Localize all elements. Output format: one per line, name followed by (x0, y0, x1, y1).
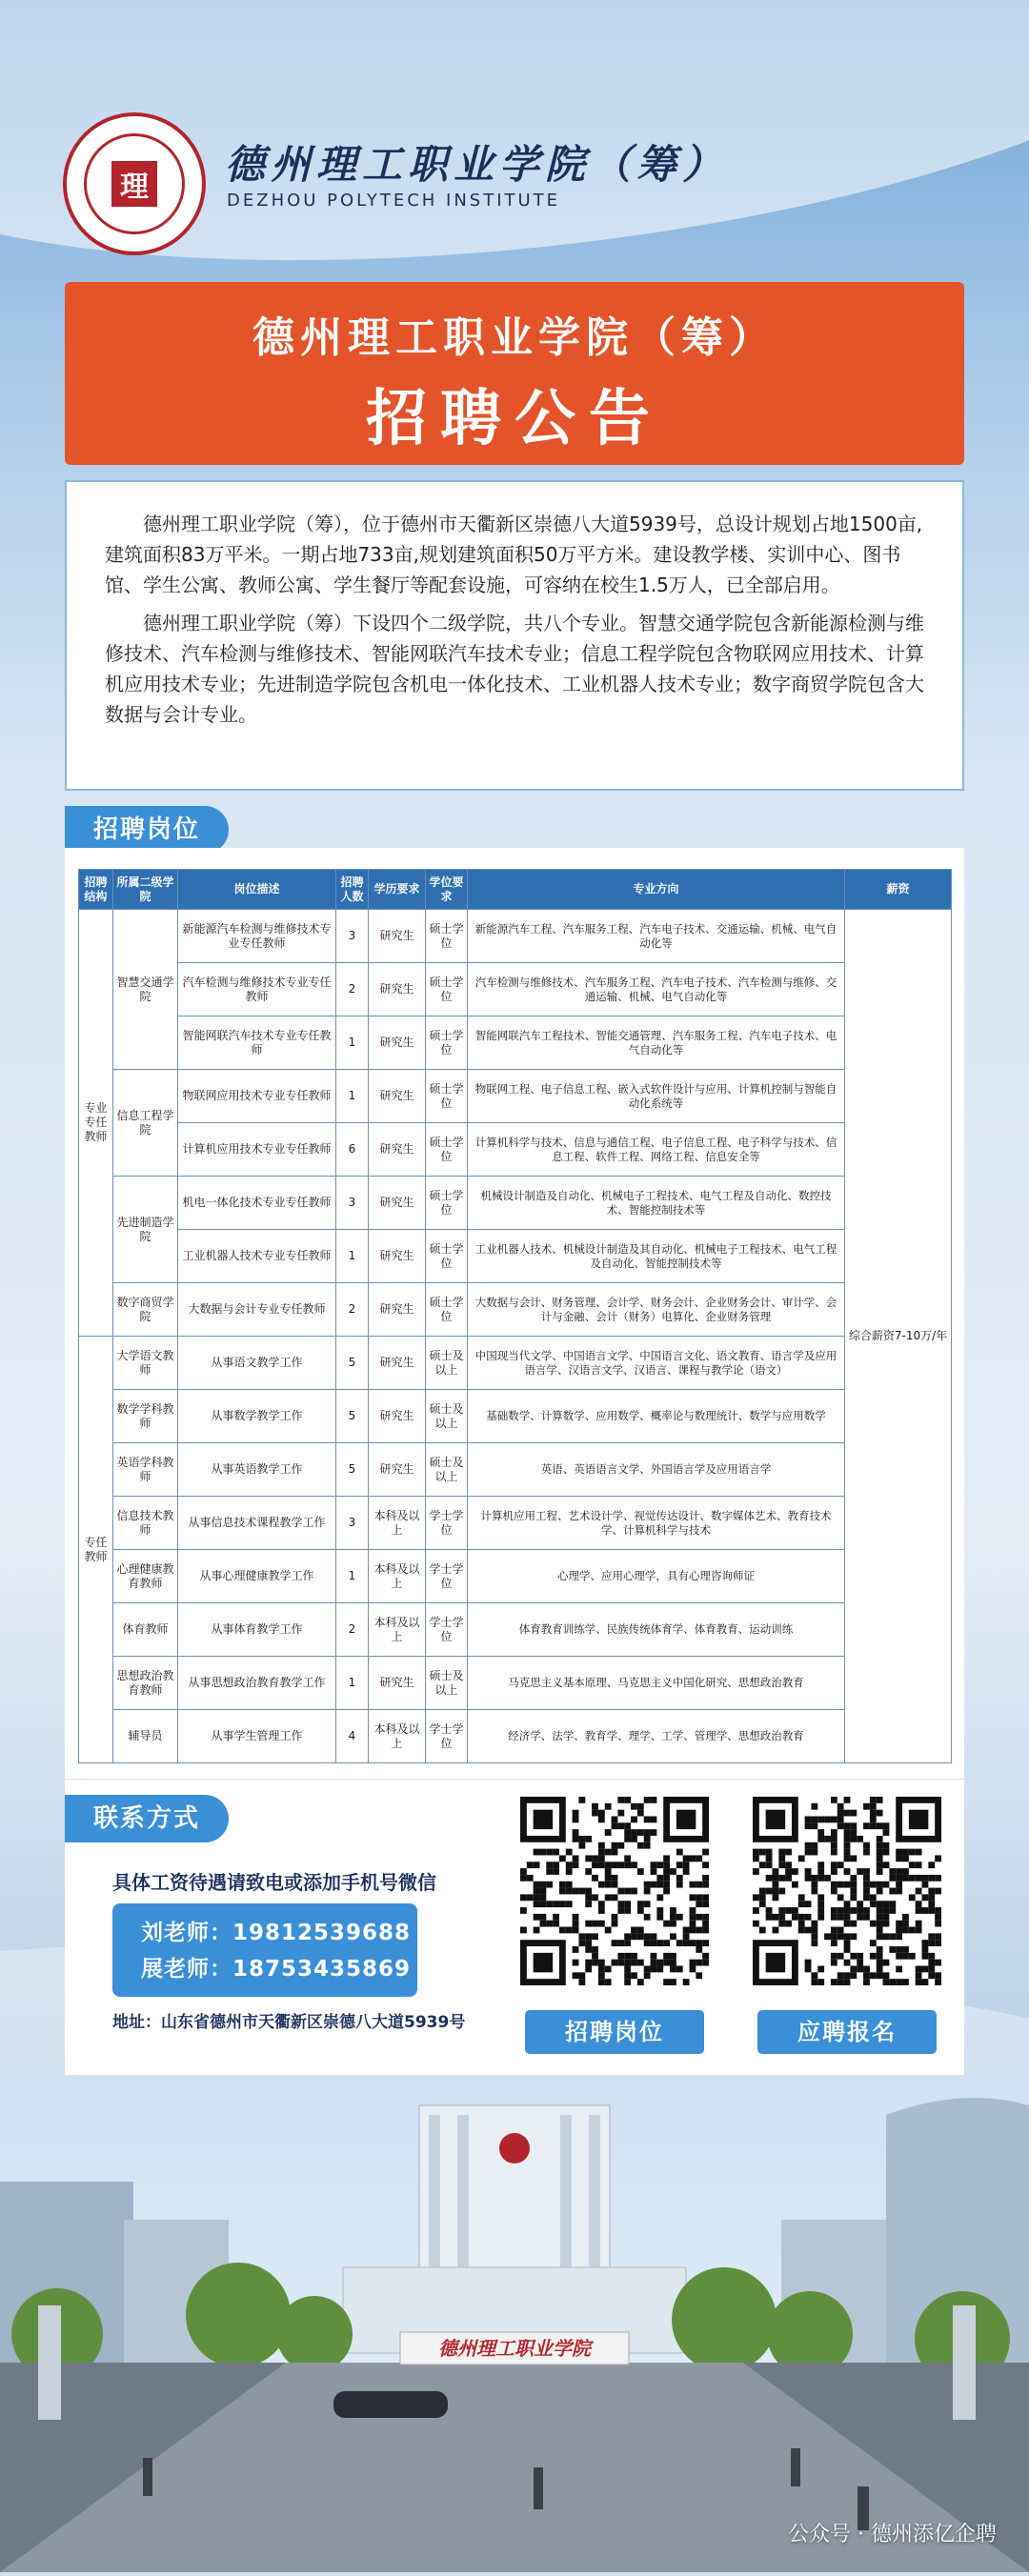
contact-teacher-liu[interactable]: 刘老师：19812539688 (141, 1921, 412, 1945)
column-header: 薪资 (845, 870, 952, 910)
major-cell: 体育教育训练学、民族传统体育学、体育教育、运动训练 (468, 1603, 845, 1657)
degree-cell: 学士学位 (426, 1603, 468, 1657)
contact-phone-box (112, 1903, 417, 1997)
desc-cell: 智能网联汽车技术专业专任教师 (178, 1016, 336, 1070)
num-cell: 2 (336, 963, 369, 1016)
major-cell: 智能网联汽车工程技术、智能交通管理、汽车服务工程、汽车电子技术、电气自动化等 (468, 1016, 845, 1070)
num-cell: 2 (336, 1283, 369, 1337)
num-cell: 5 (336, 1390, 369, 1443)
num-cell: 1 (336, 1657, 369, 1710)
banner-subtitle: 招聘公告 (366, 383, 663, 454)
table-row (79, 1550, 952, 1603)
degree-cell: 硕士及以上 (426, 1443, 468, 1497)
edu-cell: 研究生 (369, 1016, 426, 1070)
degree-cell: 硕士学位 (426, 1123, 468, 1177)
num-cell: 5 (336, 1443, 369, 1497)
salary-cell: 综合薪资7-10万/年 (845, 910, 952, 1763)
desc-cell: 从事语文教学工作 (178, 1337, 336, 1390)
apply-qr-button[interactable]: 应聘报名 (757, 2010, 937, 2054)
major-cell: 经济学、法学、教育学、理学、工学、管理学、思想政治教育 (468, 1710, 845, 1763)
edu-cell: 研究生 (369, 1657, 426, 1710)
major-cell: 汽车检测与维修技术、汽车服务工程、汽车电子技术、汽车检测与维修、交通运输、机械、电气自动化等 (468, 963, 845, 1016)
degree-cell: 学士学位 (426, 1497, 468, 1550)
major-cell: 中国现当代文学、中国语言文学、中国语言文化、语文教育、语言学及应用语言学、汉语言文学、汉语言、课程与教学论（语文） (468, 1337, 845, 1390)
major-cell: 机械设计制造及自动化、机械电子工程技术、电气工程及自动化、数控技术、智能控制技术等 (468, 1177, 845, 1230)
num-cell: 5 (336, 1337, 369, 1390)
dept-cell: 大学语文教师 (113, 1337, 178, 1390)
major-cell: 计算机科学与技术、信息与通信工程、电子信息工程、电子科学与技术、信息工程、软件工程、网络工程、信息安全等 (468, 1123, 845, 1177)
edu-cell: 研究生 (369, 1123, 426, 1177)
desc-cell: 从事思想政治教育教学工作 (178, 1657, 336, 1710)
title-banner (65, 282, 964, 465)
degree-cell: 硕士学位 (426, 1016, 468, 1070)
major-cell: 英语、英语语言文学、外国语言学及应用语言学 (468, 1443, 845, 1497)
desc-cell: 从事学生管理工作 (178, 1710, 336, 1763)
table-row (79, 1443, 952, 1497)
num-cell: 3 (336, 910, 369, 963)
num-cell: 3 (336, 1177, 369, 1230)
num-cell: 1 (336, 1070, 369, 1123)
desc-cell: 从事信息技术课程教学工作 (178, 1497, 336, 1550)
edu-cell: 本科及以上 (369, 1497, 426, 1550)
dept-cell: 数字商贸学院 (113, 1283, 178, 1337)
table-row (79, 1497, 952, 1550)
degree-cell: 学士学位 (426, 1710, 468, 1763)
degree-cell: 硕士学位 (426, 1283, 468, 1337)
degree-cell: 硕士学位 (426, 963, 468, 1016)
intro-paragraph: 德州理工职业学院（筹）下设四个二级学院，共八个专业。智慧交通学院包含新能源检测与维修技术、汽车检测与维修技术、智能网联汽车技术专业；信息工程学院包含物联网应用技术、计算机应用技术专业；先进制造学院包含机电一体化技术、工业机器人技术专业；数字商贸学院包含大数据与会计专业。 (105, 612, 924, 726)
positions-table (78, 869, 952, 1763)
major-cell: 马克思主义基本原理、马克思主义中国化研究、思想政治教育 (468, 1657, 845, 1710)
desc-cell: 从事心理健康教学工作 (178, 1550, 336, 1603)
table-header-row (79, 870, 952, 910)
contact-section-title: 联系方式 (65, 1795, 229, 1842)
degree-cell: 硕士及以上 (426, 1390, 468, 1443)
table-row (79, 1390, 952, 1443)
logo-ring (84, 133, 185, 234)
edu-cell: 本科及以上 (369, 1550, 426, 1603)
logo-seal: 理 (111, 161, 157, 207)
campus-scene-svg (0, 2077, 1029, 2572)
column-header: 专业方向 (468, 870, 845, 910)
major-cell: 基础数学、计算数学、应用数学、概率论与数理统计、数学与应用数学 (468, 1390, 845, 1443)
dept-cell: 辅导员 (113, 1710, 178, 1763)
contact-teacher-zhan[interactable]: 展老师：18753435869 (141, 1957, 412, 1982)
positions-section-title: 招聘岗位 (65, 806, 229, 854)
edu-cell: 研究生 (369, 910, 426, 963)
column-header: 学历要求 (369, 870, 426, 910)
dept-cell: 智慧交通学院 (113, 910, 178, 1070)
table-row (79, 1070, 952, 1123)
num-cell: 6 (336, 1123, 369, 1177)
gate-sign-text: 德州理工职业学院 (438, 2337, 591, 2360)
major-cell: 心理学、应用心理学，具有心理咨询师证 (468, 1550, 845, 1603)
qr-code-icon (753, 1797, 941, 1985)
desc-cell: 大数据与会计专业专任教师 (178, 1283, 336, 1337)
group-cell: 专任教师 (79, 1337, 113, 1763)
dept-cell: 信息工程学院 (113, 1070, 178, 1177)
dept-cell: 体育教师 (113, 1603, 178, 1657)
desc-cell: 从事数学教学工作 (178, 1390, 336, 1443)
car (333, 2391, 448, 2418)
num-cell: 3 (336, 1497, 369, 1550)
column-header: 学位要求 (426, 870, 468, 910)
column-header: 所属二级学院 (113, 870, 178, 910)
edu-cell: 本科及以上 (369, 1710, 426, 1763)
dept-cell: 数学学科教师 (113, 1390, 178, 1443)
dept-cell: 信息技术教师 (113, 1497, 178, 1550)
desc-cell: 工业机器人技术专业专任教师 (178, 1230, 336, 1283)
school-logo (63, 112, 206, 255)
major-cell: 工业机器人技术、机械设计制造及其自动化、机械电子工程技术、电气工程及自动化、智能控制技术等 (468, 1230, 845, 1283)
num-cell: 1 (336, 1230, 369, 1283)
degree-cell: 硕士学位 (426, 1177, 468, 1230)
qr-code-icon (520, 1797, 709, 1985)
edu-cell: 研究生 (369, 1283, 426, 1337)
school-name-en: DEZHOU POLYTECH INSTITUTE (227, 191, 561, 211)
table-row (79, 1230, 952, 1283)
table-row (79, 1283, 952, 1337)
degree-cell: 硕士学位 (426, 910, 468, 963)
table-row (79, 1123, 952, 1177)
column-header: 岗位描述 (178, 870, 336, 910)
num-cell: 2 (336, 1603, 369, 1657)
desc-cell: 新能源汽车检测与维修技术专业专任教师 (178, 910, 336, 963)
degree-cell: 硕士及以上 (426, 1657, 468, 1710)
positions-panel (65, 848, 964, 1779)
num-cell: 1 (336, 1016, 369, 1070)
edu-cell: 研究生 (369, 963, 426, 1016)
edu-cell: 本科及以上 (369, 1603, 426, 1657)
table-row (79, 1657, 952, 1710)
table-row (79, 1337, 952, 1390)
major-cell: 计算机应用工程、艺术设计学、视觉传达设计、数字媒体艺术、教育技术学、计算机科学与技术 (468, 1497, 845, 1550)
desc-cell: 汽车检测与维修技术专业专任教师 (178, 963, 336, 1016)
contact-address: 地址：山东省德州市天衢新区崇德八大道5939号 (112, 2013, 466, 2032)
major-cell: 大数据与会计、财务管理、会计学、财务会计、企业财务会计、审计学、会计与金融、会计（财务）电算化、企业财务管理 (468, 1283, 845, 1337)
intro-paragraph: 德州理工职业学院（筹），位于德州市天衢新区崇德八大道5939号，总设计规划占地1500亩,建筑面积83万平米。一期占地733亩,规划建筑面积50万平方米。建设教学楼、实训中心、图书馆、学生公寓、教师公寓、学生餐厅等配套设施，可容纳在校生1.5万人，已全部启用。 (105, 513, 923, 596)
table-row (79, 910, 952, 963)
dept-cell: 先进制造学院 (113, 1177, 178, 1283)
wechat-watermark: 公众号 · 德州添亿企聘 (788, 2523, 997, 2546)
major-cell: 新能源汽车工程、汽车服务工程、汽车电子技术、交通运输、机械、电气自动化等 (468, 910, 845, 963)
table-row (79, 963, 952, 1016)
degree-cell: 学士学位 (426, 1550, 468, 1603)
desc-cell: 机电一体化技术专业专任教师 (178, 1177, 336, 1230)
positions-qr-button[interactable]: 招聘岗位 (525, 2010, 704, 2054)
desc-cell: 从事英语教学工作 (178, 1443, 336, 1497)
edu-cell: 研究生 (369, 1337, 426, 1390)
intro-box (65, 480, 964, 791)
qr-code-positions[interactable] (516, 1793, 713, 1989)
edu-cell: 研究生 (369, 1177, 426, 1230)
major-cell: 物联网工程、电子信息工程、嵌入式软件设计与应用、计算机控制与智能自动化系统等 (468, 1070, 845, 1123)
building-emblem (499, 2133, 530, 2163)
qr-code-apply[interactable] (749, 1793, 945, 1989)
edu-cell: 研究生 (369, 1443, 426, 1497)
school-name-cn: 德州理工职业学院（筹） (225, 141, 729, 188)
degree-cell: 硕士及以上 (426, 1337, 468, 1390)
contact-note: 具体工资待遇请致电或添加手机号微信 (112, 1871, 436, 1894)
banner-title: 德州理工职业学院（筹） (252, 313, 777, 362)
column-header: 招聘人数 (336, 870, 369, 910)
campus-illustration (0, 2077, 1029, 2572)
table-row (79, 1603, 952, 1657)
table-row (79, 1177, 952, 1230)
table-row (79, 1016, 952, 1070)
num-cell: 1 (336, 1550, 369, 1603)
desc-cell: 从事体育教学工作 (178, 1603, 336, 1657)
edu-cell: 研究生 (369, 1070, 426, 1123)
desc-cell: 物联网应用技术专业专任教师 (178, 1070, 336, 1123)
column-header: 招聘结构 (79, 870, 113, 910)
num-cell: 4 (336, 1710, 369, 1763)
degree-cell: 硕士学位 (426, 1070, 468, 1123)
table-row (79, 1710, 952, 1763)
degree-cell: 硕士学位 (426, 1230, 468, 1283)
desc-cell: 计算机应用技术专业专任教师 (178, 1123, 336, 1177)
dept-cell: 思想政治教育教师 (113, 1657, 178, 1710)
dept-cell: 心理健康教育教师 (113, 1550, 178, 1603)
edu-cell: 研究生 (369, 1230, 426, 1283)
group-cell: 专业专任教师 (79, 910, 113, 1337)
dept-cell: 英语学科教师 (113, 1443, 178, 1497)
edu-cell: 研究生 (369, 1390, 426, 1443)
